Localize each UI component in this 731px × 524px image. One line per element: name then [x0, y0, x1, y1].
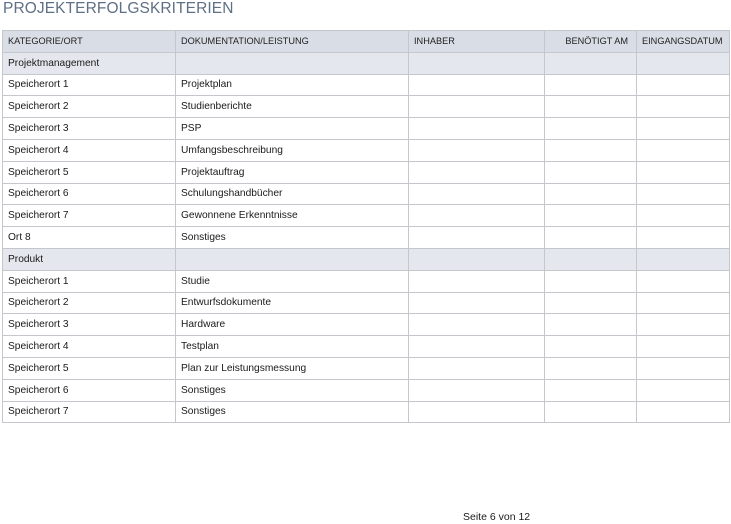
cell-required-on [545, 96, 637, 118]
cell-owner [409, 379, 545, 401]
cell-location: Ort 8 [3, 227, 176, 249]
cell-deliverable: Umfangsbeschreibung [176, 139, 409, 161]
cell-owner [409, 270, 545, 292]
cell-owner [409, 183, 545, 205]
table-row [3, 205, 730, 227]
cell-deliverable: Hardware [176, 314, 409, 336]
cell-location: Speicherort 1 [3, 74, 176, 96]
table-row [3, 314, 730, 336]
cell-location: Speicherort 6 [3, 379, 176, 401]
cell-deliverable: Projektplan [176, 74, 409, 96]
section-row [3, 248, 730, 270]
cell-location: Speicherort 6 [3, 183, 176, 205]
table-row [3, 96, 730, 118]
section-empty-cell [545, 52, 637, 74]
cell-required-on [545, 161, 637, 183]
cell-deliverable: Studienberichte [176, 96, 409, 118]
section-row [3, 52, 730, 74]
cell-received-date [637, 314, 730, 336]
cell-location: Speicherort 1 [3, 270, 176, 292]
cell-required-on [545, 227, 637, 249]
cell-received-date [637, 357, 730, 379]
cell-location: Speicherort 3 [3, 118, 176, 140]
cell-location: Speicherort 3 [3, 314, 176, 336]
cell-received-date [637, 379, 730, 401]
cell-deliverable: Sonstiges [176, 401, 409, 423]
cell-required-on [545, 270, 637, 292]
cell-required-on [545, 118, 637, 140]
cell-location: Speicherort 2 [3, 96, 176, 118]
cell-owner [409, 227, 545, 249]
cell-owner [409, 118, 545, 140]
table-header-row [3, 31, 730, 53]
cell-owner [409, 161, 545, 183]
success-criteria-table [2, 30, 730, 423]
cell-required-on [545, 379, 637, 401]
table-row [3, 139, 730, 161]
header-category-location: KATEGORIE/ORT [3, 31, 176, 53]
cell-deliverable: Testplan [176, 336, 409, 358]
cell-received-date [637, 139, 730, 161]
header-owner: INHABER [409, 31, 545, 53]
table-row [3, 379, 730, 401]
header-documentation-deliverable: DOKUMENTATION/LEISTUNG [176, 31, 409, 53]
section-name: Projektmanagement [3, 52, 176, 74]
cell-required-on [545, 336, 637, 358]
header-required-on: BENÖTIGT AM [545, 31, 637, 53]
table-row [3, 118, 730, 140]
cell-owner [409, 292, 545, 314]
cell-deliverable: Sonstiges [176, 379, 409, 401]
header-received-date: EINGANGSDATUM [637, 31, 730, 53]
cell-location: Speicherort 4 [3, 139, 176, 161]
cell-owner [409, 401, 545, 423]
cell-deliverable: Studie [176, 270, 409, 292]
table-row [3, 336, 730, 358]
cell-owner [409, 96, 545, 118]
cell-location: Speicherort 4 [3, 336, 176, 358]
cell-received-date [637, 336, 730, 358]
table-row [3, 292, 730, 314]
cell-required-on [545, 401, 637, 423]
cell-owner [409, 314, 545, 336]
cell-received-date [637, 292, 730, 314]
cell-owner [409, 336, 545, 358]
page-title: PROJEKTERFOLGSKRITERIEN [3, 0, 234, 17]
table-row [3, 270, 730, 292]
section-empty-cell [176, 248, 409, 270]
table-row [3, 183, 730, 205]
table-row [3, 161, 730, 183]
cell-required-on [545, 357, 637, 379]
cell-received-date [637, 227, 730, 249]
cell-received-date [637, 118, 730, 140]
section-empty-cell [637, 52, 730, 74]
cell-required-on [545, 292, 637, 314]
cell-location: Speicherort 7 [3, 401, 176, 423]
cell-deliverable: Schulungshandbücher [176, 183, 409, 205]
section-empty-cell [409, 248, 545, 270]
cell-deliverable: Entwurfsdokumente [176, 292, 409, 314]
cell-deliverable: Plan zur Leistungsmessung [176, 357, 409, 379]
section-name: Produkt [3, 248, 176, 270]
section-empty-cell [176, 52, 409, 74]
cell-owner [409, 139, 545, 161]
cell-received-date [637, 205, 730, 227]
cell-location: Speicherort 7 [3, 205, 176, 227]
cell-deliverable: Projektauftrag [176, 161, 409, 183]
cell-required-on [545, 314, 637, 336]
cell-received-date [637, 74, 730, 96]
cell-received-date [637, 401, 730, 423]
table-body [3, 52, 730, 423]
cell-owner [409, 357, 545, 379]
cell-deliverable: PSP [176, 118, 409, 140]
cell-required-on [545, 183, 637, 205]
cell-received-date [637, 96, 730, 118]
cell-received-date [637, 183, 730, 205]
page-number: Seite 6 von 12 [463, 511, 531, 523]
section-empty-cell [409, 52, 545, 74]
cell-received-date [637, 270, 730, 292]
cell-required-on [545, 205, 637, 227]
cell-deliverable: Sonstiges [176, 227, 409, 249]
cell-received-date [637, 161, 730, 183]
section-empty-cell [545, 248, 637, 270]
table-row [3, 357, 730, 379]
table-row [3, 401, 730, 423]
section-empty-cell [637, 248, 730, 270]
cell-location: Speicherort 2 [3, 292, 176, 314]
cell-owner [409, 74, 545, 96]
table-row [3, 227, 730, 249]
cell-location: Speicherort 5 [3, 357, 176, 379]
cell-owner [409, 205, 545, 227]
cell-deliverable: Gewonnene Erkenntnisse [176, 205, 409, 227]
cell-location: Speicherort 5 [3, 161, 176, 183]
table-row [3, 74, 730, 96]
cell-required-on [545, 139, 637, 161]
cell-required-on [545, 74, 637, 96]
